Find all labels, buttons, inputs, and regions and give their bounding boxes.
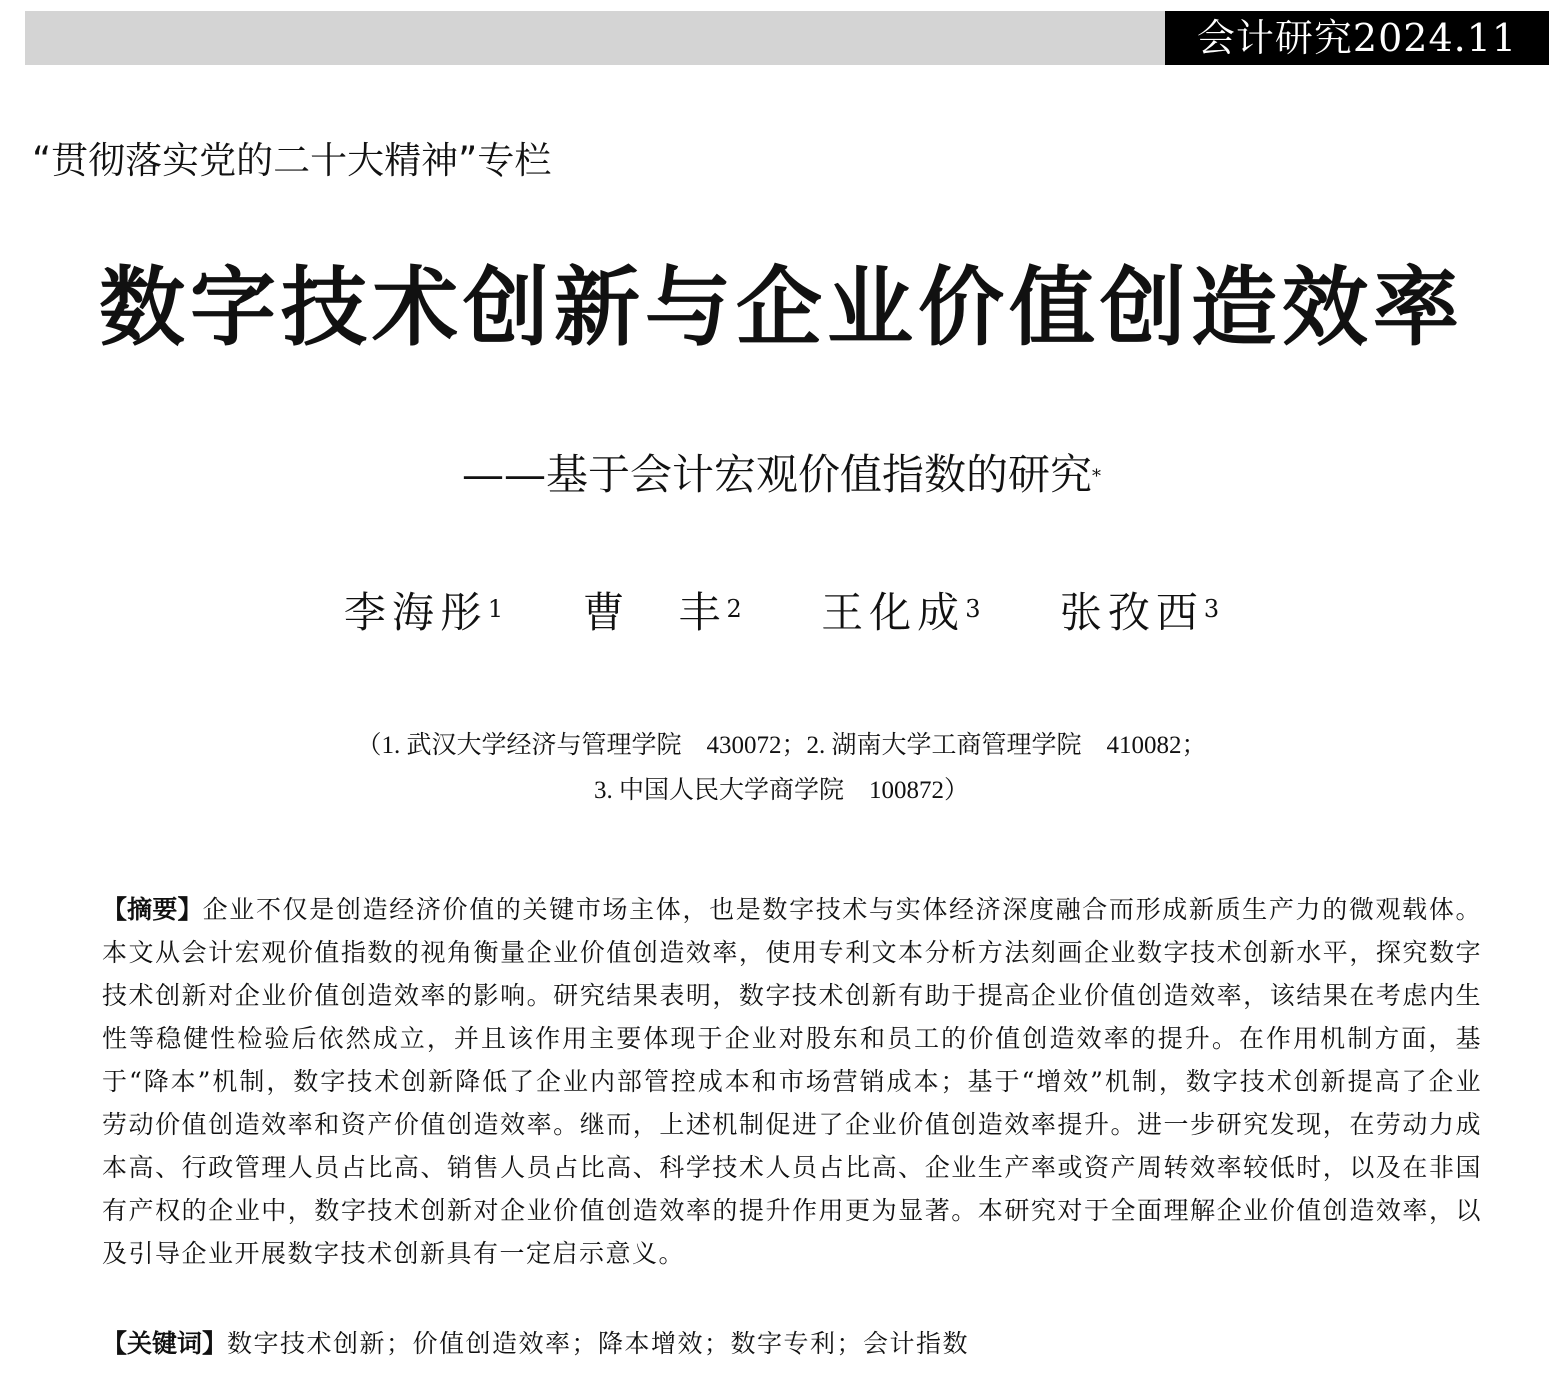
subtitle-text: ——基于会计宏观价值指数的研究 xyxy=(461,450,1092,499)
keywords-label: 【关键词】 xyxy=(102,1329,228,1358)
keywords-text: 数字技术创新；价值创造效率；降本增效；数字专利；会计指数 xyxy=(227,1329,970,1358)
affiliation-line: 3. 中国人民大学商学院 100872） xyxy=(593,777,969,804)
paper-title: 数字技术创新与企业价值创造效率 xyxy=(99,258,1464,358)
column-label: “贯彻落实党的二十大精神”专栏 xyxy=(32,139,552,182)
abstract-label: 【摘要】 xyxy=(102,895,203,924)
footnote-mark: * xyxy=(1092,466,1101,487)
author: 曹 丰$^2$ xyxy=(582,588,742,637)
paper-subtitle xyxy=(0,445,1563,505)
author-list xyxy=(0,582,1563,644)
header-bar xyxy=(25,11,1549,65)
author: 王化成$^3$ xyxy=(821,588,981,637)
journal-issue-badge: 会计研究2024.11 xyxy=(1165,11,1549,65)
abstract xyxy=(102,888,1482,1275)
keywords xyxy=(102,1322,1482,1365)
author: 李海彤$^1$ xyxy=(343,588,504,637)
abstract-text: 企业不仅是创造经济价值的关键市场主体，也是数字技术与实体经济深度融合而形成新质生产力的微观载体。本文从会计宏观价值指数的视角衡量企业价值创造效率，使用专利文本分析方法刻画企业数字技术创新水平，探究数字技术创新对企业价值创造效率的影响。研究结果表明，数字技术创新有助于提高企业价值创造效率，该结果在考虑内生性等稳健性检验后依然成立，并且该作用主要体现于企业对股东和员工的价值创造效率的提升。在作用机制方面，基于“降本”机制，数字技术创新降低了企业内部管控成本和市场营销成本；基于“增效”机制，数字技术创新提高了企业劳动价值创造效率和资产价值创造效率。继而，上述机制促进了企业价值创造效率提升。进一步研究发现，在劳动力成本高、行政管理人员占比高、销售人员占比高、科学技术人员占比高、企业生产率或资产周转效率较低时，以及在非国有产权的企业中，数字技术创新对企业价值创造效率的提升作用更为显著。本研究对于全面理解企业价值创造效率，以及引导企业开展数字技术创新具有一定启示意义。 xyxy=(102,895,1482,1268)
affiliation-line: （1. 武汉大学经济与管理学院 430072；2. 湖南大学工商管理学院 410082； xyxy=(356,732,1207,759)
author: 张孜西$^3$ xyxy=(1059,588,1220,637)
